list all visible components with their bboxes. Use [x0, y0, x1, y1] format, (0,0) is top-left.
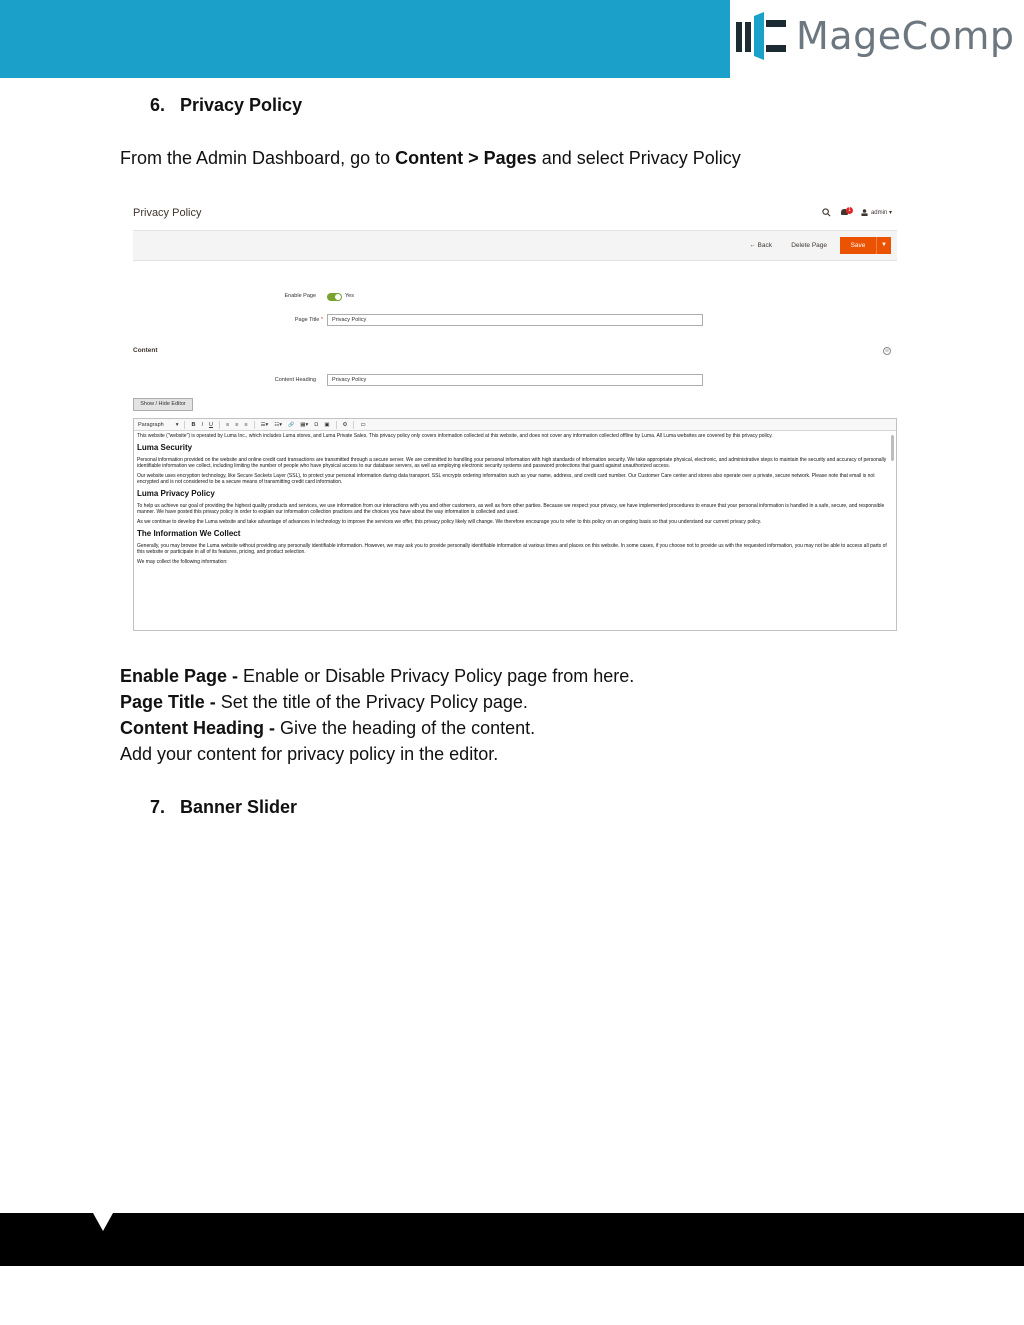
- description-text: Enable or Disable Privacy Policy page from here.: [238, 666, 635, 686]
- paragraph-format-label: Paragraph: [138, 421, 164, 428]
- section-number: 7.: [150, 797, 166, 817]
- align-center-icon[interactable]: ≡: [235, 421, 239, 428]
- editor-description: Add your content for privacy policy in the editor.: [120, 744, 499, 764]
- paragraph-format-select[interactable]: [138, 422, 178, 428]
- toolbar-divider: [219, 421, 220, 429]
- notification-count: 1: [846, 207, 853, 214]
- page-title-description: [120, 692, 528, 713]
- editor-paragraph: This website ("website") is operated by Luma Inc., which includes Luma stores, and Luma Private Sales. This privacy policy only covers information collected at this website, and does not cover any information collected offline by Luma. All Luma websites are covered by this privacy policy.: [137, 433, 773, 439]
- brand-logo: [730, 0, 1024, 78]
- editor-heading: The Information We Collect: [137, 529, 241, 538]
- editor-scrollbar[interactable]: [891, 435, 894, 461]
- content-section-title[interactable]: Content: [133, 347, 158, 354]
- admin-page-title: Privacy Policy: [133, 207, 202, 219]
- editor-heading: Luma Privacy Policy: [137, 489, 215, 498]
- bold-icon[interactable]: B: [191, 421, 196, 428]
- underline-icon[interactable]: U: [208, 421, 213, 428]
- chevron-down-icon: ▾: [175, 421, 179, 428]
- table-icon[interactable]: ▦▾: [300, 421, 309, 428]
- wysiwyg-editor[interactable]: [133, 418, 897, 631]
- intro-nav-path: Content > Pages: [395, 148, 537, 168]
- editor-heading: Luma Security: [137, 443, 193, 452]
- section-title: Privacy Policy: [180, 95, 303, 115]
- page-title-label-text: Page Title: [294, 317, 320, 323]
- footer-band: [0, 1213, 1024, 1266]
- editor-content[interactable]: [137, 433, 889, 629]
- page-title-label: [228, 317, 323, 323]
- enable-page-toggle[interactable]: [327, 293, 342, 301]
- editor-paragraph: To help us achieve our goal of providing the highest quality products and services, we use information from our interactions with you and other customers, as well as from other parties. Because we respect your privacy, we have implemented procedures to ensure that your personal information is handled in a safe, secure, and responsible manner. We have posted this privacy policy in order to explain our information collection practices and the choices you have about the way information is collected and used.: [137, 503, 885, 515]
- user-icon: [861, 209, 868, 216]
- description-term: Page Title -: [120, 692, 216, 712]
- content-heading-label: Content Heading: [274, 377, 316, 383]
- toolbar-divider: [336, 421, 337, 429]
- content-heading-input[interactable]: Privacy Policy: [327, 374, 703, 386]
- magecomp-logo-icon: [730, 12, 788, 60]
- editor-paragraph: We may collect the following information:: [137, 559, 228, 565]
- description-term: Enable Page -: [120, 666, 239, 686]
- editor-paragraph: Generally, you may browse the Luma website without providing any personally identifiable information. However, we may ask you to provide personally identifiable information at various times and places on this website. In some cases, if you choose not to provide us with the requested information, you may not be able to access all parts of this website or participate in all of its features, pricing, and product selection.: [137, 543, 887, 555]
- link-icon[interactable]: 🔗: [288, 421, 295, 428]
- brand-name: MageComp: [796, 14, 1015, 58]
- editor-toolbar: [134, 419, 896, 431]
- align-right-icon[interactable]: ≡: [244, 421, 248, 428]
- show-hide-editor-button[interactable]: Show / Hide Editor: [133, 398, 193, 411]
- section-heading: [150, 797, 297, 818]
- insert-image-icon[interactable]: ▣: [324, 421, 330, 428]
- admin-screenshot: [128, 196, 898, 636]
- save-button[interactable]: [840, 237, 891, 254]
- search-icon[interactable]: [822, 208, 831, 217]
- save-split-dropdown[interactable]: ▼: [876, 237, 891, 254]
- page-actions-bar: [133, 230, 897, 261]
- save-button-label: Save: [850, 242, 866, 249]
- editor-paragraph: Our website uses encryption technology, like Secure Sockets Layer (SSL), to protect your personal information during data transport. SSL encrypts ordering information such as your name, address, and credit card number. Our Customer Care center and stores also operate over a private, secure network. Please note that email is not encrypted and is not considered to be a secure means of transmitting credit card information.: [137, 473, 875, 485]
- section-heading: [150, 95, 302, 116]
- admin-top-icons: [822, 206, 892, 218]
- admin-user-menu[interactable]: [861, 209, 892, 216]
- toolbar-divider: [184, 421, 185, 429]
- content-heading-description: [120, 718, 535, 739]
- toolbar-divider: [254, 421, 255, 429]
- italic-icon[interactable]: I: [201, 421, 203, 428]
- admin-username: admin ▾: [870, 209, 892, 216]
- align-left-icon[interactable]: ≡: [225, 421, 230, 428]
- description-text: Give the heading of the content.: [275, 718, 536, 738]
- delete-page-button[interactable]: Delete Page: [791, 242, 827, 249]
- required-marker: *: [320, 317, 323, 323]
- description-term: Content Heading -: [120, 718, 275, 738]
- enable-page-description: [120, 666, 634, 687]
- bullet-list-icon[interactable]: ☰▾: [260, 421, 269, 428]
- intro-text-end: and select Privacy Policy: [536, 148, 741, 168]
- enable-page-label: Enable Page: [284, 293, 316, 299]
- intro-paragraph: [120, 148, 741, 169]
- footer-notch: [93, 1213, 113, 1231]
- special-character-icon[interactable]: Ω: [314, 421, 319, 428]
- numbered-list-icon[interactable]: ☷▾: [274, 421, 283, 428]
- insert-widget-icon[interactable]: ⚙: [342, 421, 348, 428]
- notification-bell-icon[interactable]: [841, 208, 851, 216]
- section-number: 6.: [150, 95, 166, 115]
- editor-paragraph: As we continue to develop the Luma website and take advantage of advances in technology to improve the services we offer, this privacy policy likely will change. We therefore encourage you to refer to this policy on an ongoing basis so that you understand our current privacy policy.: [137, 519, 762, 525]
- collapse-section-icon[interactable]: ⊖: [884, 348, 890, 354]
- description-text: Set the title of the Privacy Policy page.: [215, 692, 528, 712]
- back-button[interactable]: ← Back: [749, 242, 772, 249]
- intro-text: From the Admin Dashboard, go to: [120, 148, 396, 168]
- enable-page-value: Yes: [345, 293, 354, 299]
- section-title: Banner Slider: [180, 797, 298, 817]
- toolbar-divider: [353, 421, 354, 429]
- page-title-input[interactable]: Privacy Policy: [327, 314, 703, 326]
- editor-paragraph: Personal information provided on the website and online credit card transactions are transmitted through a secure server. We are committed to handling your personal information with high standards of information security. We take appropriate physical, electronic, and administrative steps to maintain the security and accuracy of personally identifiable information we collect, including limiting the number of people who have physical access to our database servers, as well as employing electronic security systems and password protections that guard against unauthorized access.: [137, 457, 887, 469]
- source-code-icon[interactable]: ▭: [360, 421, 366, 428]
